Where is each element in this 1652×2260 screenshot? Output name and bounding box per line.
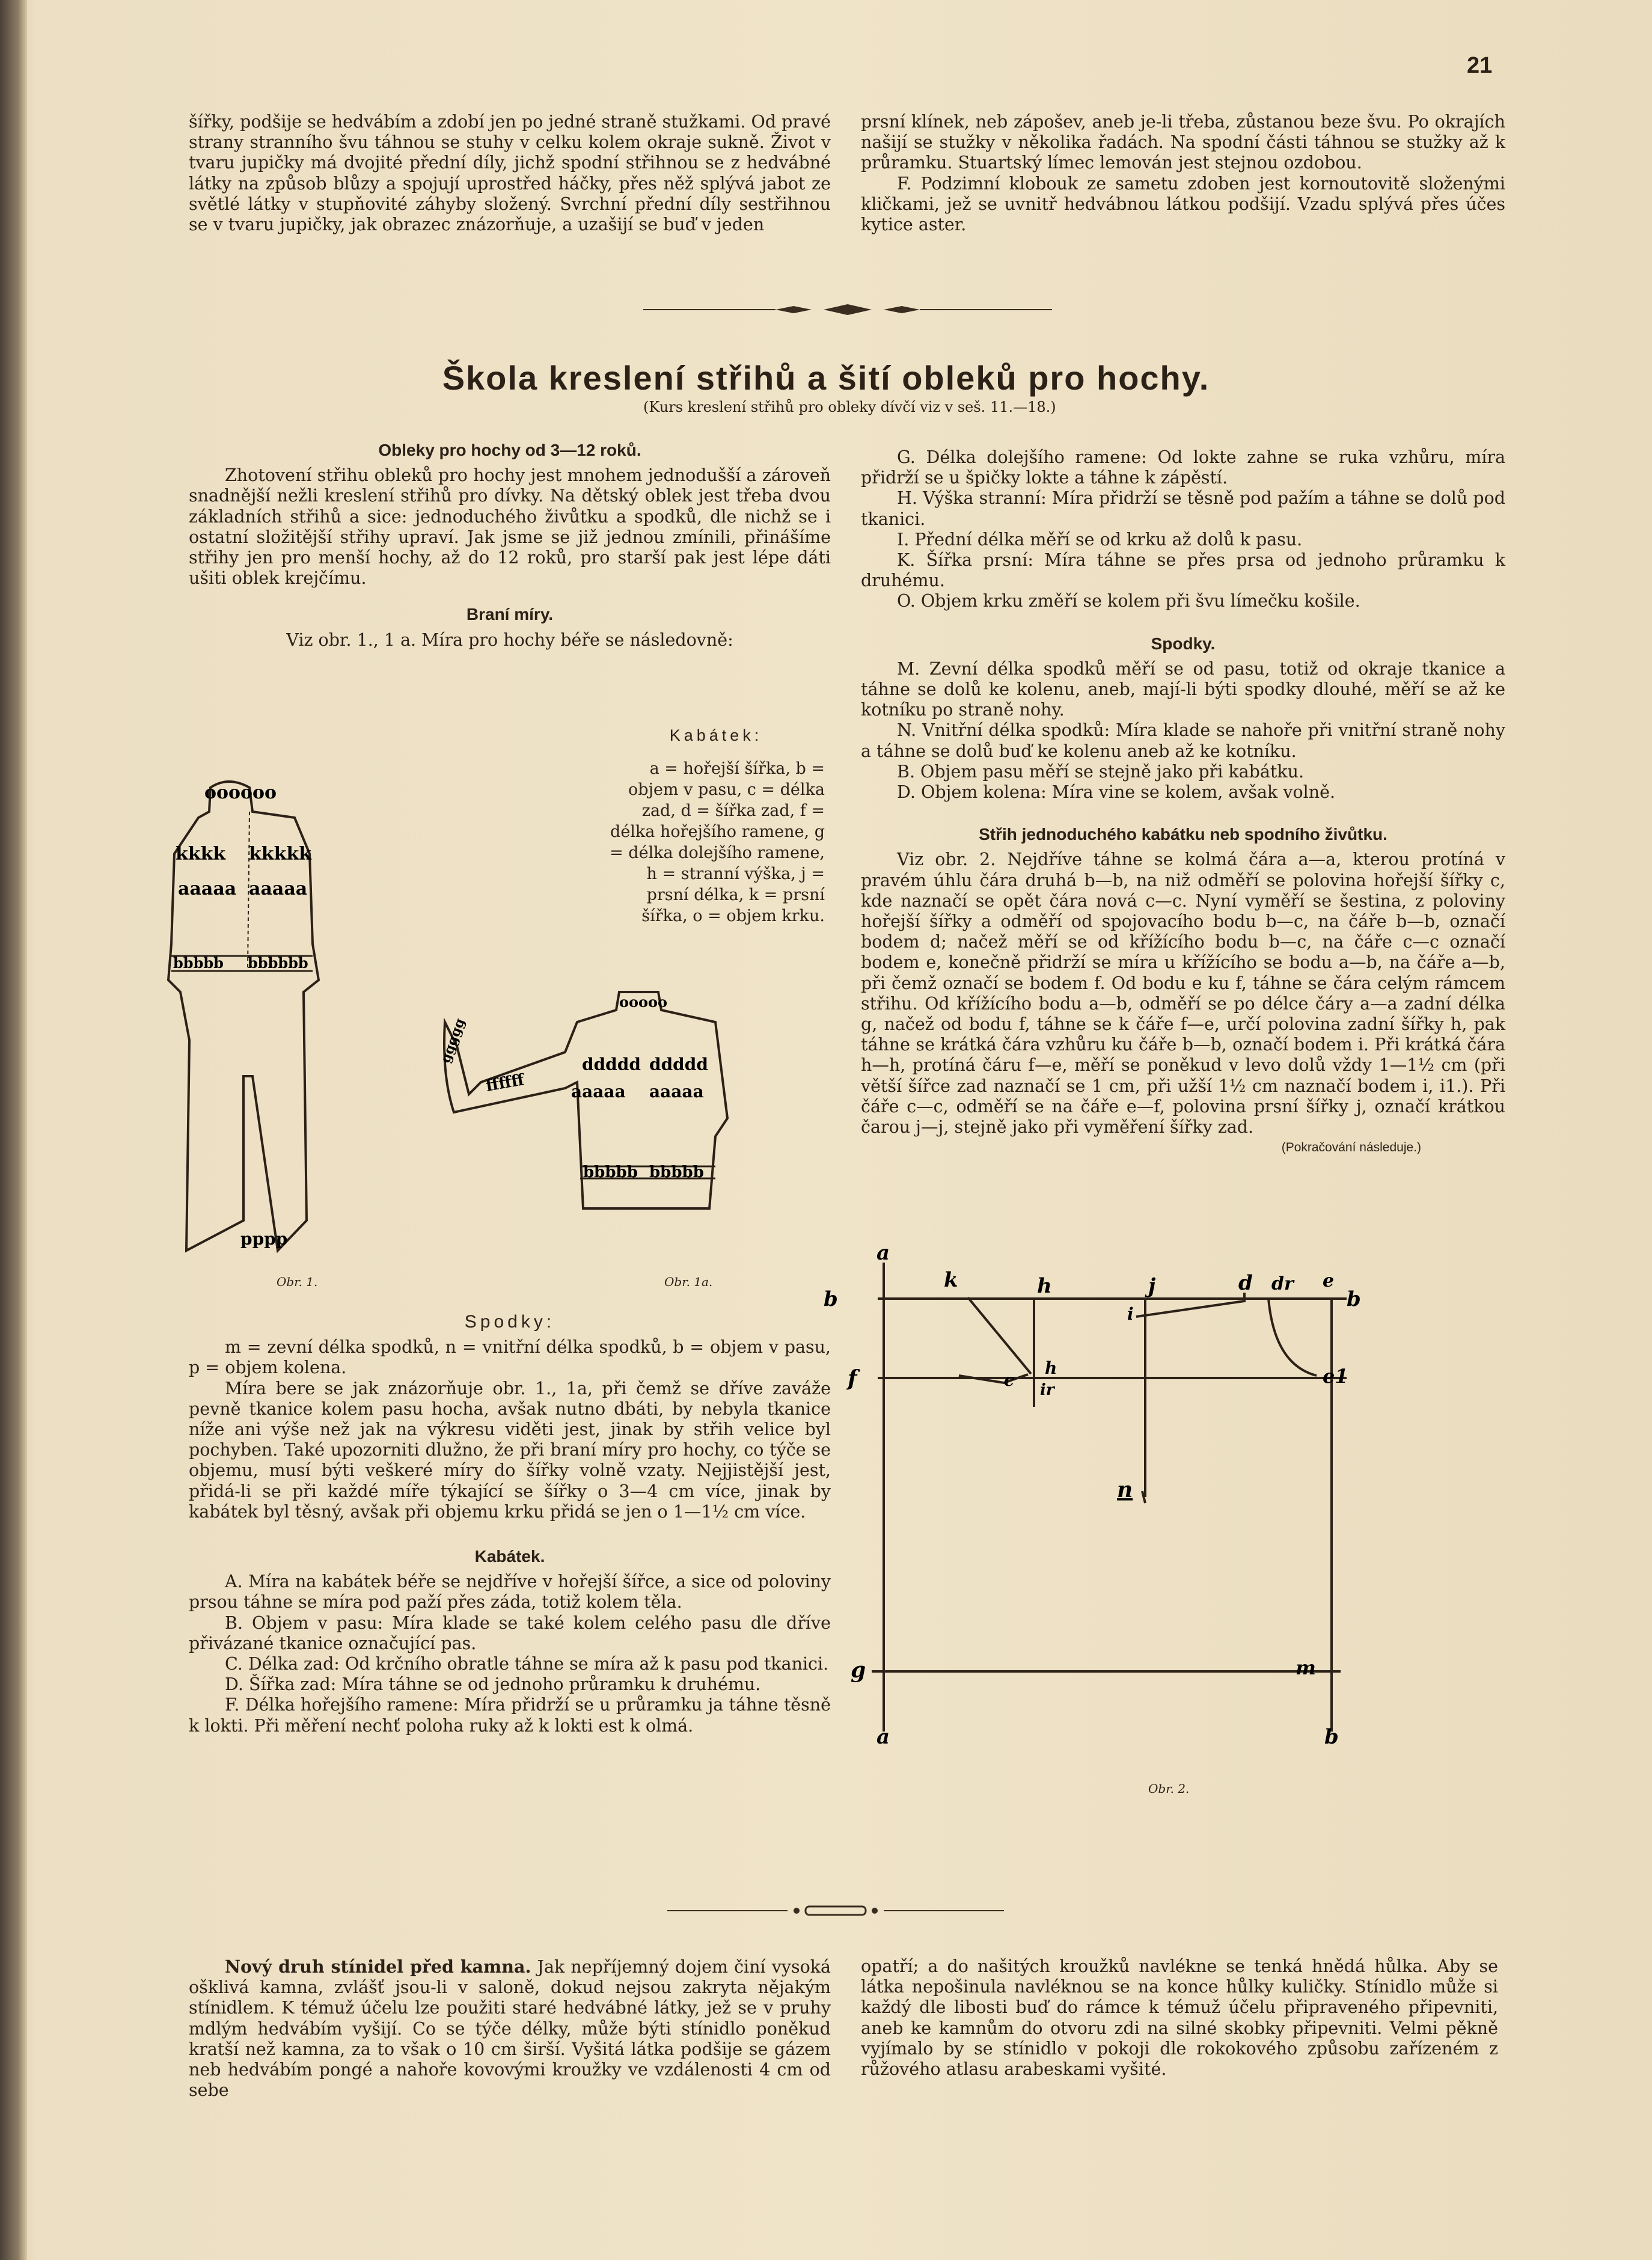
figure-2-pattern-diagram [824,1239,1413,1756]
fig1-mark-b2: bbbbbb [248,954,308,972]
heading-brani-miry: Braní míry. [466,605,554,624]
ornament-divider-bottom [667,1902,1004,1920]
article-left-upper [189,440,831,651]
fig2-label-ir: ir [1040,1381,1054,1399]
fig2-label-h-mid: h [1045,1358,1057,1378]
ornament-divider-top [643,301,1052,319]
fig1a-mark-g: ggggg [437,1016,468,1065]
legend-kabatek [607,725,825,926]
figure-1-caption: Obr. 1. [277,1275,318,1289]
heading-obleky: Obleky pro hochy od 3—12 roků. [378,441,641,459]
figure-1a-caption: Obr. 1a. [664,1275,713,1289]
binding-shadow [0,0,27,2260]
fig1a-mark-d1: ddddd [582,1055,641,1074]
top-right-text-2: F. Podzimní klobouk ze sametu zdoben jest kornoutovitě složenými kličkami, jež se uvnitř hedvábnou látkou podšijí. Vzadu splývá přes účes kytice aster. [861,173,1505,235]
fig1a-mark-o: ooooo [619,993,668,1011]
fig1-mark-o: oooooo [204,782,277,803]
fig2-label-g: g [851,1658,866,1683]
para-B: B. Objem v pasu: Míra klade se také kolem celého pasu dle dříve přivázané tkanice označující pas. [189,1612,831,1653]
bottom-right-column [861,1956,1498,2080]
article-title: Škola kreslení střihů a šití obleků pro hochy. [442,359,1210,397]
fig2-label-f: f [848,1366,857,1391]
legend-kabatek-text: a = hořejší šířka, b = objem v pasu, c = délka zad, d = šířka zad, f = délka hořejšího ramene, g = délka dolejšího ramene, h = stranní výška, j = prsní délka, k = prsní šířka, o = objem krku. [610,759,825,925]
fig2-label-h-top: h [1037,1274,1052,1298]
fig2-label-c-top: e [1323,1270,1335,1291]
fig2-label-j: j [1148,1274,1156,1298]
fig1-mark-b1: bbbbb [173,954,224,972]
para-F: F. Délka hořejšího ramene: Míra přidrží se u průramku ja táhne těsně k lokti. Při měření nechť poloha ruky až k lokti est k olmá. [189,1695,831,1736]
fig1a-mark-a1: aaaaa [571,1082,626,1101]
fig2-label-m: m [1296,1656,1316,1679]
fig2-label-e1: e1 [1323,1365,1348,1388]
fig2-label-c-mid: c [1004,1370,1015,1390]
fig1a-mark-b2: bbbbb [649,1163,704,1181]
fig1a-mark-b1: bbbbb [583,1163,638,1181]
bottom-lead: Nový druh stínidel před kamna. [225,1956,531,1977]
bottom-right-text: opatří; a do našitých kroužků navlékne se tenká hnědá hůlka. Aby se látka nepošinula navléknou se na konce hůlky kuličky. Stínidlo může si každý dle libosti buď do rámce k témuž účelu připraveného připevniti, aneb ke kamnům do otvoru zdi na silné skobky připevniti. Velmi pěkně vyjímalo by se stínidlo v pokoji dle rokokového způsobu zařízeném z růžového atlasu arabeskami vyšité. [861,1956,1498,2080]
para-D: D. Šířka zad: Míra táhne se od jednoho průramku k druhému. [225,1674,761,1695]
fig2-label-k: k [944,1268,958,1292]
para-O: O. Objem krku změří se kolem při švu límečku košile. [897,591,1360,611]
figure-1-body-diagram [138,764,361,1251]
top-left-column [189,112,831,235]
article-right-column [861,447,1505,1159]
para-B2: B. Objem pasu měří se stejně jako při kabátku. [897,761,1305,782]
heading-strih: Střih jednoduchého kabátku neb spodního živůtku. [979,825,1387,844]
fig1-mark-a2: aaaaa [249,878,308,899]
para-strih: Viz obr. 2. Nejdříve táhne se kolmá čára a—a, kterou protíná v pravém úhlu čára druhá b—b, na niž odměří se polovina hořejší šířky c, kde naznačí se opět čára nová c—c. Nyní vyměří se šestina, z poloviny hořejší šířky a odměří od spojovacího bodu b—c, na čáře b—b, označí bodem d; načež měří se od křížícího bodu b—c, na čáře c—c označí bodem e, konečně přidrží se míra u křížícího se bodu a—b, na čáře a—b, při čemž označí se bodem f. Od bodu e ku f, táhne se čára celým rámcem střihu. Od křížícího bodu a—b, odměří se po délce čáry a—a zadní délka g, načež od bodu f, táhne se k čáře f—e, určí polovina zadní šířky h, pak táhne se krátká čára vzhůru ku čáře b—b, označí bodem i. Při krátká čára h—h, protíná čáru f—e, měří se poněkud v levo dolů vždy 1—1½ cm (při větší šířce zad naznačí se 1 cm, při užší 1½ cm naznačí bodem i, i1.). Při čáře c—c, odměří se na čáře e—f, polovina prsní šířky j, označí krátkou čarou j—j, stejně jako při vyměření šířky zad. [861,850,1505,1138]
fig2-label-n: n [1117,1477,1133,1502]
para-A: A. Míra na kabátek béře se nejdříve v hořejší šířce, a sice od poloviny prsou táhne se míra pod paží přes záda, totiž kolem těla. [189,1572,831,1612]
top-right-column [861,112,1505,235]
bottom-left-column [189,1956,831,2101]
figure-1a-jacket-diagram [437,986,745,1239]
para-viz-obr: Viz obr. 1., 1 a. Míra pro hochy béře se následovně: [286,629,733,650]
para-G: G. Délka dolejšího ramene: Od lokte zahne se ruka vzhůru, míra přidrží se u špičky lokte a táhne k zápěstí. [861,447,1505,488]
fig2-label-a-top: a [876,1241,890,1265]
para-mira: Míra bere se jak znázorňuje obr. 1., 1a, při čemž se dříve zaváže pevně tkanice kolem pasu hocha, avšak nutno dbáti, by nebyla tkanice níže ani výše než jak na výkresu viděti jest, jinak by střih velice byl pochyben. Také upozorniti dlužno, že při braní míry pro hochy, co týče se objemu, musí býti veškeré míry do šířky volně vzaty. Nejjistější jest, přidá-li se při každé míře týkající se šířky o 3—4 cm více, jinak by kabátek byl těsný, avšak při objemu krku přidá se jen o 1—1½ cm více. [189,1378,831,1522]
legend-kabatek-heading: Kabátek: [669,726,763,744]
para-K: K. Šířka prsní: Míra táhne se přes prsa od jednoho průramku k druhému. [861,550,1505,591]
legend-spodky-text: m = zevní délka spodků, n = vnitřní délka spodků, b = objem v pasu, p = objem kolena. [189,1337,831,1378]
continued-note: (Pokračování následuje.) [1281,1141,1421,1155]
bottom-left-text: Jak nepříjemný dojem činí vysoká ošklivá kamna, zvlášť jsou-li v saloně, dokud nejsou zakryta nějakým stínidlem. K témuž účelu lze použiti staré hedvábné látky, jež se v pruhy mdlým hedvábím vyšijí. Co se týče délky, může býti stínidlo poněkud kratší než kamna, za to však o 10 cm širší. Vyšitá látka podšije se gázem neb hedvábím pongé a nahoře kovovými kroužky ve vzdálenosti 4 cm od sebe [189,1957,831,2101]
para-H: H. Výška stranní: Míra přidrží se těsně pod pažím a táhne se dolů pod tkanici. [861,488,1505,529]
figure-2-caption: Obr. 2. [1148,1781,1190,1796]
fig1a-mark-f: ffffff [485,1071,526,1095]
para-intro: Zhotovení střihu obleků pro hochy jest mnohem jednodušší a zároveň snadnější nežli kreslení střihů pro dívky. Na dětský oblek jest třeba dvou základních střihů a sice: jednoduchého živůtku a spodků, dle nichž se i ostatní složitější střihy upraví. Jak jsme se již jednou zmínili, přinášíme střihy jen pro menší hochy, až do 12 roků, pro starší pak jest lépe dáti ušiti oblek krejčímu. [189,465,831,589]
top-right-text-1: prsní klínek, neb zápošev, aneb je-li třeba, zůstanou beze švu. Po okrajích našijí se stužky v několika řadách. Na spodní části táhnou se stužky až k průramku. Stuartský límec lemován jest stejnou ozdobou. [861,112,1505,173]
fig2-label-i: i [1127,1304,1134,1324]
article-subtitle: (Kurs kreslení střihů pro obleky dívčí viz v seš. 11.—18.) [643,399,1056,415]
fig1-mark-k2: kkkkk [249,844,311,865]
fig1-mark-a1: aaaaa [178,878,237,899]
fig2-label-dr: dr [1271,1273,1294,1294]
page-number: 21 [1467,53,1493,78]
fig2-label-a-bottom: a [876,1725,890,1749]
fig2-label-b-bottom: b [1324,1725,1339,1749]
fig2-label-d: d [1238,1271,1253,1295]
top-left-text: šířky, podšije se hedvábím a zdobí jen po jedné straně stužkami. Od pravé strany stranního švu táhnou se stuhy v celku kolem okraje sukně. Život v tvaru jupičky má dvojité přední díly, jichž spodní střihnou se z hedvábné látky na způsob blůzy a spojují uprostřed háčky, přes něž splývá jabot ze světlé látky v stupňovité záhyby složený. Svrchní přední díly sestřihnou se v tvaru jupičky, jak obrazec znázorňuje, a uzašijí se buď v jeden [189,112,831,235]
heading-kabatek: Kabátek. [474,1547,545,1566]
para-M: M. Zevní délka spodků měří se od pasu, totiž od okraje tkanice a táhne se dolů ke kolenu, aneb, mají-li býti spodky dlouhé, měří se až ke kotníku po straně nohy. [861,658,1505,720]
para-N: N. Vnitřní délka spodků: Míra klade se nahoře při vnitřní straně nohy a táhne se dolů buď ke kolenu aneb až ke kotníku. [861,720,1505,761]
fig2-label-b-right: b [1347,1287,1361,1311]
legend-spodky-heading: Spodky: [464,1312,555,1332]
fig1-mark-p: pppp [240,1229,288,1249]
fig1-mark-k1: kkkk [176,844,226,865]
heading-spodky: Spodky. [1151,634,1216,653]
fig2-label-b-left: b [824,1287,838,1311]
article-left-lower [189,1312,831,1736]
para-I: I. Přední délka měří se od krku až dolů k pasu. [897,529,1303,550]
para-C: C. Délka zad: Od krčního obratle táhne se míra až k pasu pod tkanici. [225,1654,829,1674]
fig1a-mark-d2: ddddd [649,1055,708,1074]
para-D2: D. Objem kolena: Míra vine se kolem, avšak volně. [897,782,1336,803]
fig1a-mark-a2: aaaaa [649,1082,704,1101]
